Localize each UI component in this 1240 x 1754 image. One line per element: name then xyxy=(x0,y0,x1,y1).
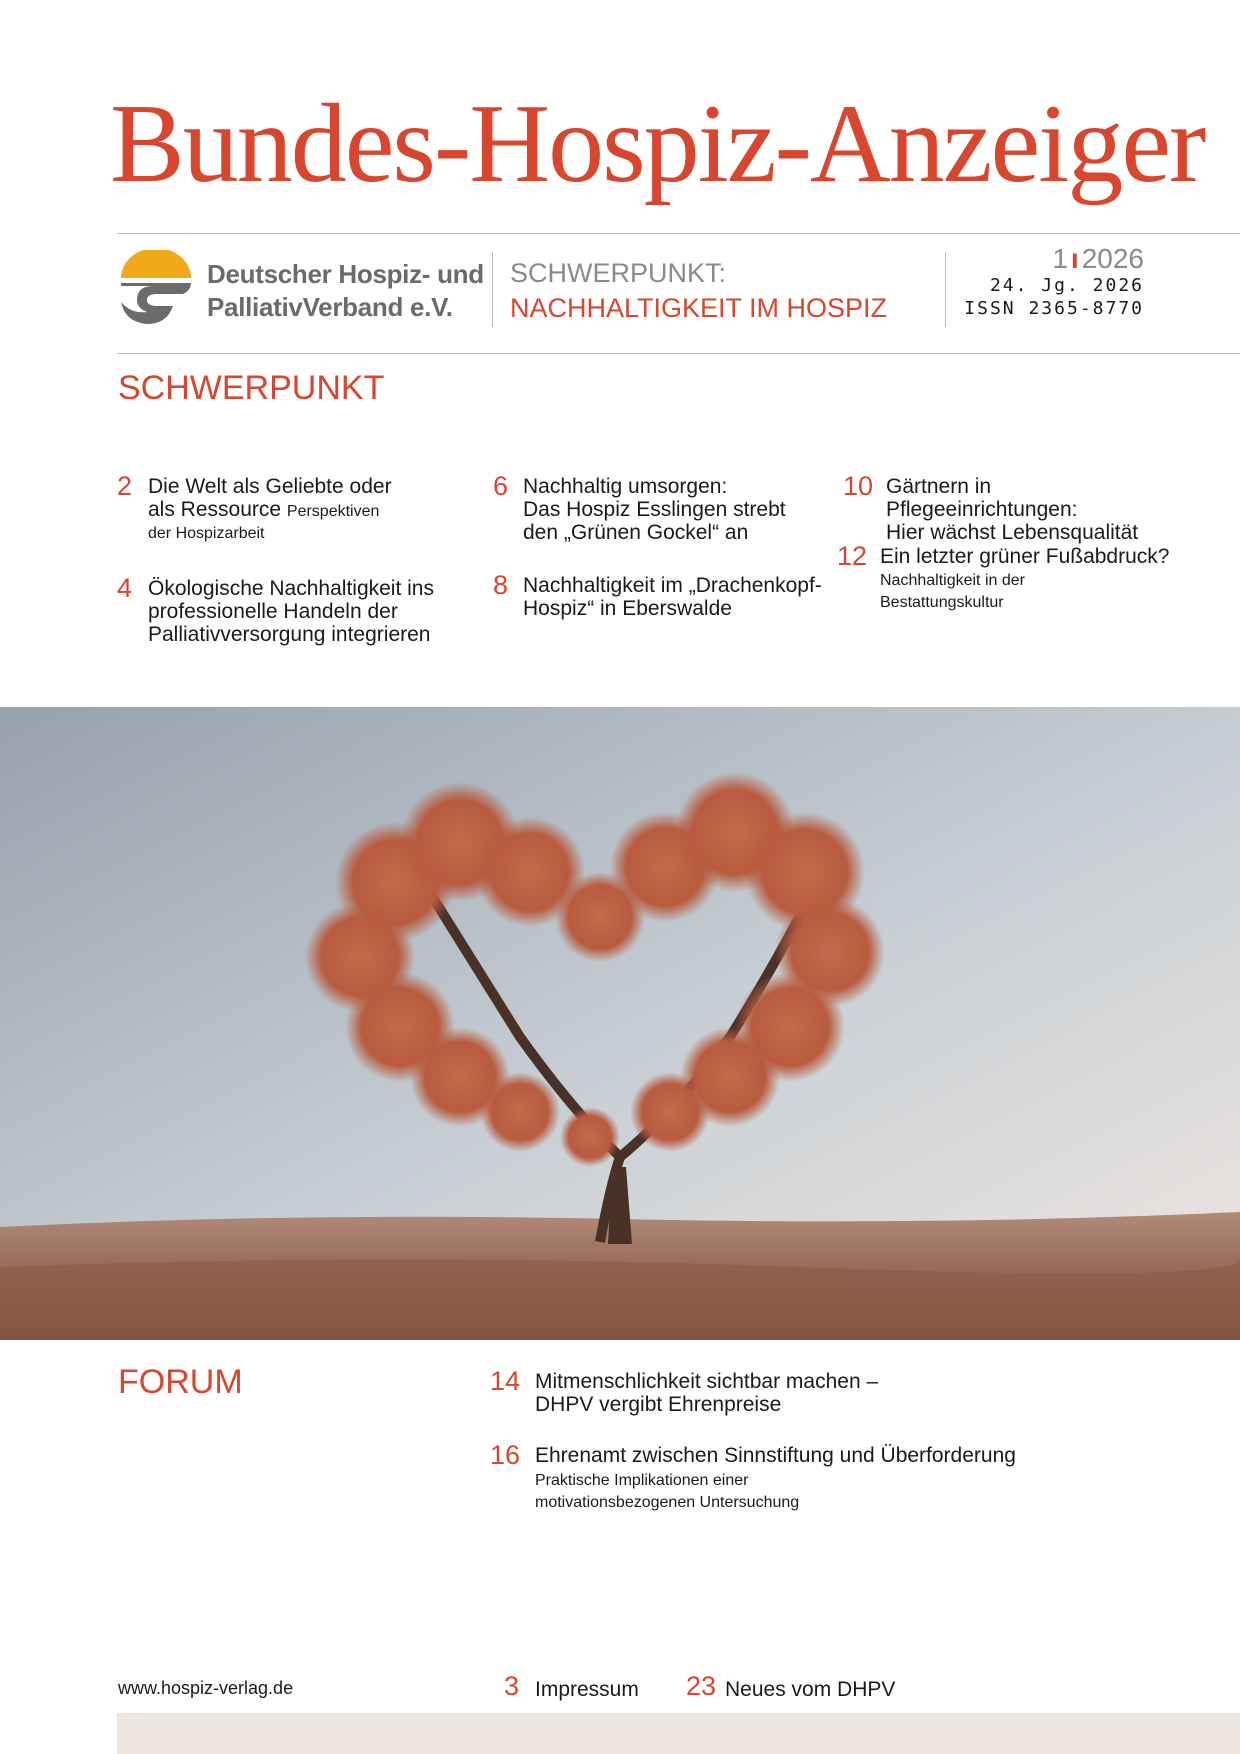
toc-entry[interactable] xyxy=(493,473,823,553)
toc-page-number: 6 xyxy=(493,471,509,501)
toc-page-number: 14 xyxy=(490,1366,521,1396)
toc-subtitle-line: Praktische Implikationen einer xyxy=(535,1472,749,1489)
focus-label: SCHWERPUNKT: xyxy=(510,258,727,288)
toc-page-number: 23 xyxy=(686,1671,717,1701)
toc-title xyxy=(535,1444,1016,1514)
toc-entry[interactable] xyxy=(117,575,457,655)
toc-title-line xyxy=(148,498,392,523)
toc-title-line: Gärtnern in Pflegeeinrichtungen: xyxy=(886,475,1078,521)
toc-title-line: den „Grünen Gockel“ an xyxy=(523,521,749,544)
toc-title xyxy=(148,577,434,646)
toc-title-line: Die Welt als Geliebte oder xyxy=(148,475,392,498)
heart-tree-cover-image xyxy=(0,707,1240,1340)
toc-title-line: Mitmenschlichkeit sichtbar machen – xyxy=(535,1370,879,1393)
footer-toc-entry[interactable] xyxy=(686,1673,906,1703)
toc-title-line: Nachhaltigkeit im „Drachenkopf- xyxy=(523,574,822,597)
toc-page-number: 2 xyxy=(117,471,133,501)
header-separator xyxy=(945,252,946,327)
issue-volume: 24. Jg. 2026 xyxy=(989,275,1144,296)
issue-number: 1 ı 2026 xyxy=(1052,243,1144,274)
publisher-line-1: Deutscher Hospiz- und xyxy=(207,259,484,289)
header-divider-bottom xyxy=(117,353,1240,354)
section-heading-forum: FORUM xyxy=(118,1363,243,1401)
publisher-line-2: PalliativVerband e.V. xyxy=(207,292,453,322)
footer-toc-entry[interactable] xyxy=(504,1673,654,1703)
issue-info xyxy=(964,244,1144,320)
toc-page-number: 8 xyxy=(493,570,509,600)
toc-entry[interactable] xyxy=(490,1368,910,1423)
toc-subtitle-line: Bestattungskultur xyxy=(880,594,1004,611)
toc-title: Neues vom DHPV xyxy=(725,1678,896,1701)
toc-title-line: Ökologische Nachhaltigkeit ins xyxy=(148,577,434,600)
toc-subtitle-line: motivationsbezogenen Untersuchung xyxy=(535,1494,800,1511)
publisher-name xyxy=(207,258,484,324)
header-divider-top xyxy=(117,233,1240,234)
issue-no: 1 xyxy=(1052,243,1068,274)
toc-entry[interactable] xyxy=(843,471,1183,544)
toc-title-line: DHPV vergibt Ehrenpreise xyxy=(535,1393,782,1416)
issue-year: 2026 xyxy=(1081,243,1144,274)
toc-title-line: Hier wächst Lebensqualität xyxy=(886,521,1139,544)
toc-title-line: Hospiz“ in Eberswalde xyxy=(523,597,732,620)
toc-entry[interactable] xyxy=(117,473,437,553)
focus-topic-title: NACHHALTIGKEIT IM HOSPIZ xyxy=(510,293,888,323)
issue-issn: ISSN 2365-8770 xyxy=(964,298,1144,319)
dhpv-logo-icon xyxy=(117,250,195,328)
section-heading-schwerpunkt: SCHWERPUNKT xyxy=(118,369,385,407)
toc-page-number: 12 xyxy=(837,541,868,571)
focus-topic xyxy=(510,256,887,326)
toc-title xyxy=(880,545,1169,614)
toc-title-line: professionelle Handeln der xyxy=(148,600,398,623)
toc-title-line: Das Hospiz Esslingen strebt xyxy=(523,498,786,521)
toc-entry[interactable] xyxy=(490,1442,1030,1517)
toc-title xyxy=(148,475,392,545)
toc-title-line: Ehrenamt zwischen Sinnstiftung und Überforderung xyxy=(535,1444,1016,1467)
header-separator xyxy=(492,252,493,327)
toc-subtitle-line: der Hospizarbeit xyxy=(148,525,265,542)
toc-page-number: 10 xyxy=(843,471,874,501)
toc-subtitle-part: Perspektiven xyxy=(286,503,380,520)
toc-page-number: 16 xyxy=(490,1440,521,1470)
toc-title xyxy=(523,475,786,544)
publisher-url[interactable]: www.hospiz-verlag.de xyxy=(118,1678,294,1698)
toc-title: Impressum xyxy=(535,1678,639,1701)
magazine-title: Bundes-Hospiz-Anzeiger xyxy=(110,82,1205,206)
toc-title-line: Palliativversorgung integrieren xyxy=(148,623,431,646)
toc-entry[interactable] xyxy=(493,572,833,632)
toc-page-number: 3 xyxy=(504,1671,520,1701)
toc-entry[interactable] xyxy=(837,543,1177,613)
toc-title-line: Nachhaltig umsorgen: xyxy=(523,475,728,498)
toc-title xyxy=(886,475,1183,544)
toc-title-line: Ein letzter grüner Fußabdruck? xyxy=(880,545,1170,568)
toc-title-part: als Ressource xyxy=(148,498,282,521)
toc-title xyxy=(535,1370,878,1416)
toc-page-number: 4 xyxy=(117,573,133,603)
toc-title xyxy=(523,574,822,620)
footer-strip xyxy=(117,1713,1240,1754)
toc-subtitle-line: Nachhaltigkeit in der xyxy=(880,572,1025,589)
